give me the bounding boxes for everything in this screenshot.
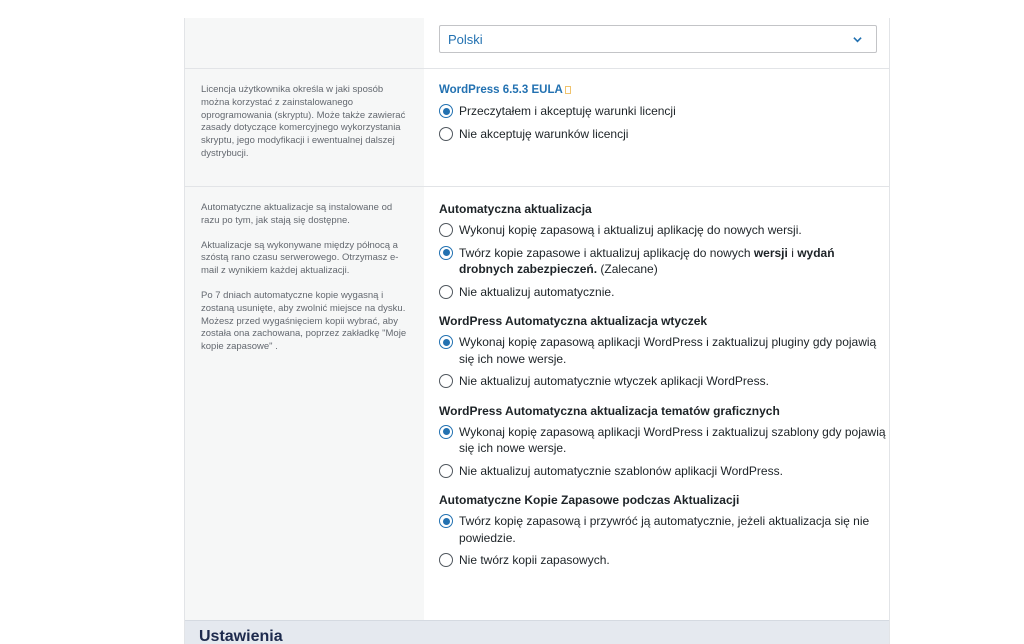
license-decline-label: Nie akceptuję warunków licencji <box>459 126 629 141</box>
backups-option-1-label: Twórz kopię zapasową i przywróć ją automatycznie, jeżeli aktualizacja się nie powiedzie. <box>459 514 870 545</box>
auto-update-group <box>439 202 889 300</box>
install-form-panel <box>184 18 890 644</box>
themes-update-option-1-label: Wykonaj kopię zapasową aplikacji WordPress i zaktualizuj szablony gdy pojawią się ich nowe wersje. <box>459 424 886 455</box>
radio-unchecked-icon[interactable] <box>439 553 453 567</box>
radio-checked-icon[interactable] <box>439 514 453 528</box>
updates-description-p3: Po 7 dniach automatyczne kopie wygasną i zostaną usunięte, aby zwolnić miejsce na dysku. Możesz przed wygaśnięciem kopii wybrać, aby została ona zachowana, poprzez zakładkę "Moje kopie zapasowe" . <box>201 289 407 353</box>
themes-update-option-2[interactable] <box>439 463 889 480</box>
language-select[interactable] <box>439 25 877 53</box>
themes-update-option-1[interactable] <box>439 424 889 457</box>
radio-unchecked-icon[interactable] <box>439 127 453 141</box>
license-decline-option[interactable] <box>439 126 889 143</box>
external-link-icon <box>565 86 571 94</box>
license-options <box>424 69 889 186</box>
auto-update-option-3-label: Nie aktualizuj automatycznie. <box>459 284 615 299</box>
chevron-down-icon <box>853 35 862 44</box>
plugins-update-title: WordPress Automatyczna aktualizacja wtyczek <box>439 314 708 328</box>
auto-update-option-2-label: Twórz kopie zapasowe i aktualizuj aplikację do nowych wersji i wydań drobnych zabezpieczeń. (Zalecane) <box>459 245 835 276</box>
radio-checked-icon[interactable] <box>439 335 453 349</box>
backups-option-1[interactable] <box>439 513 889 546</box>
plugins-update-group <box>439 314 889 390</box>
backups-title: Automatyczne Kopie Zapasowe podczas Aktualizacji <box>439 493 740 507</box>
radio-checked-icon[interactable] <box>439 104 453 118</box>
license-accept-label: Przeczytałem i akceptuję warunki licencji <box>459 104 676 118</box>
language-select-value: Polski <box>448 32 483 47</box>
eula-link-text[interactable]: WordPress 6.5.3 EULA <box>439 84 563 96</box>
eula-link[interactable] <box>439 84 889 96</box>
auto-update-title: Automatyczna aktualizacja <box>439 202 592 216</box>
backups-option-2-label: Nie twórz kopii zapasowych. <box>459 553 610 567</box>
settings-section-header[interactable] <box>185 620 889 644</box>
license-accept-option[interactable] <box>439 103 889 120</box>
license-description <box>185 69 424 186</box>
themes-update-title: WordPress Automatyczna aktualizacja tematów graficznych <box>439 403 780 418</box>
plugins-update-option-2-label: Nie aktualizuj automatycznie wtyczek aplikacji WordPress. <box>459 374 769 388</box>
updates-options <box>424 187 889 620</box>
radio-checked-icon[interactable] <box>439 425 453 439</box>
themes-update-group <box>439 404 889 480</box>
language-row-label-cell <box>185 18 424 68</box>
radio-unchecked-icon[interactable] <box>439 464 453 478</box>
radio-unchecked-icon[interactable] <box>439 285 453 299</box>
auto-update-option-1[interactable] <box>439 222 889 239</box>
plugins-update-option-1[interactable] <box>439 334 889 367</box>
plugins-update-option-1-label: Wykonaj kopię zapasową aplikacji WordPress i zaktualizuj pluginy gdy pojawią się ich nowe wersje. <box>459 335 877 366</box>
backups-option-2[interactable] <box>439 552 889 569</box>
plugins-update-option-2[interactable] <box>439 373 889 390</box>
backups-group <box>439 493 889 569</box>
auto-update-option-2[interactable] <box>439 245 889 278</box>
auto-update-option-1-label: Wykonuj kopię zapasową i aktualizuj aplikację do nowych wersji. <box>459 223 802 237</box>
language-row-value-cell <box>424 18 889 68</box>
license-row <box>185 68 889 186</box>
updates-description-p2: Aktualizacje są wykonywane między północą a szóstą rano czasu serwerowego. Otrzymasz e-mail z wynikiem każdej aktualizacji. <box>201 239 399 277</box>
settings-title: Ustawienia <box>199 628 283 644</box>
license-description-text: Licencja użytkownika określa w jaki sposób można korzystać z zainstalowanego oprogramowania (skryptu). Może także zawierać zasady dotyczące komercyjnego wykorzystania skryptu, jego modyfikacji i ewentualnej dalszej dystrybucji. <box>201 84 406 159</box>
radio-unchecked-icon[interactable] <box>439 223 453 237</box>
radio-unchecked-icon[interactable] <box>439 374 453 388</box>
updates-description <box>185 187 424 620</box>
language-row <box>185 18 889 68</box>
radio-checked-icon[interactable] <box>439 246 453 260</box>
updates-description-p1: Automatyczne aktualizacje są instalowane od razu po tym, jak stają się dostępne. <box>201 202 393 226</box>
themes-update-option-2-label: Nie aktualizuj automatycznie szablonów aplikacji WordPress. <box>459 463 783 478</box>
auto-update-option-3[interactable] <box>439 284 889 301</box>
updates-row <box>185 186 889 620</box>
